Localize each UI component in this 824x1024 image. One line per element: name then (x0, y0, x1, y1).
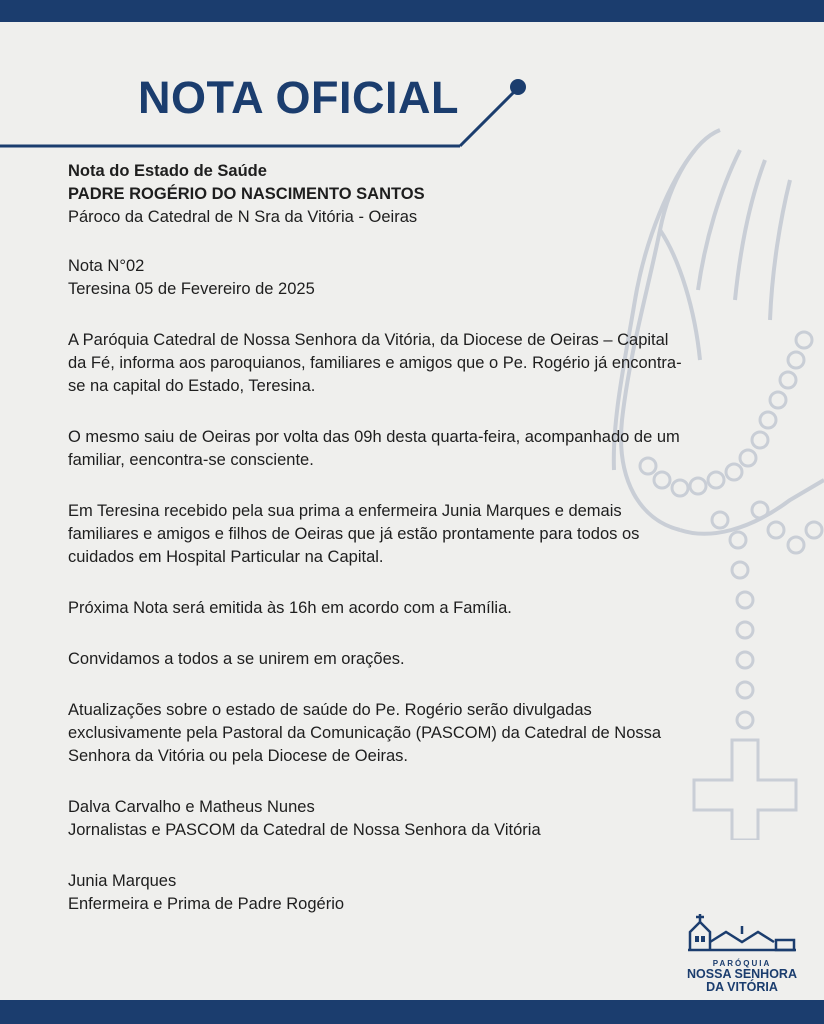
signature-2-role: Enfermeira e Prima de Padre Rogério (68, 895, 345, 913)
paragraph-line: Em Teresina recebido pela sua prima a enfermeira Junia Marques e demais (68, 502, 622, 520)
paragraph-line: O mesmo saiu de Oeiras por volta das 09h desta quarta-feira, acompanhado de um (68, 428, 680, 446)
note-number: Nota N°02 (68, 257, 145, 275)
logo-top-text: PARÓQUIA (712, 959, 772, 968)
priest-name: PADRE ROGÉRIO DO NASCIMENTO SANTOS (68, 185, 425, 203)
paragraph-6 (68, 699, 758, 768)
bottom-band (0, 1000, 824, 1024)
paragraph-line: Atualizações sobre o estado de saúde do Pe. Rogério serão divulgadas (68, 701, 592, 719)
paragraph-3 (68, 500, 758, 569)
paragraph-line: exclusivamente pela Pastoral da Comunicação (PASCOM) da Catedral de Nossa (68, 724, 662, 742)
top-band (0, 0, 824, 22)
paragraph-line: familiares e amigos e filhos de Oeiras que já estão prontamente para todos os (68, 525, 640, 543)
signature-1-name: Dalva Carvalho e Matheus Nunes (68, 798, 315, 816)
signature-2-name: Junia Marques (68, 872, 177, 890)
priest-role: Pároco da Catedral de N Sra da Vitória - Oeiras (68, 208, 418, 226)
paragraph-line: Senhora da Vitória ou pela Diocese de Oeiras. (68, 747, 408, 765)
note-date: Teresina 05 de Fevereiro de 2025 (68, 280, 315, 298)
church-icon (686, 914, 798, 952)
paragraph-line: familiar, eencontra-se consciente. (68, 451, 314, 469)
paragraph-2 (68, 426, 758, 472)
header (0, 60, 540, 160)
paragraph-line: da Fé, informa aos paroquianos, familiares e amigos que o Pe. Rogério já encontra- (68, 354, 682, 372)
paragraph-line: cuidados em Hospital Particular na Capital. (68, 548, 384, 566)
paragraph-5: Convidamos a todos a se unirem em orações. (68, 650, 405, 668)
logo-name-line-1: NOSSA SENHORA (687, 967, 797, 981)
logo-name-line-2: DA VITÓRIA (706, 980, 778, 994)
parish-logo (686, 914, 798, 994)
paragraph-1 (68, 329, 758, 398)
paragraph-line: A Paróquia Catedral de Nossa Senhora da Vitória, da Diocese de Oeiras – Capital (68, 331, 669, 349)
page-title: NOTA OFICIAL (138, 72, 459, 123)
paragraph-line: se na capital do Estado, Teresina. (68, 377, 316, 395)
note-content (68, 160, 758, 916)
intro-heading: Nota do Estado de Saúde (68, 162, 267, 180)
paragraph-4: Próxima Nota será emitida às 16h em acordo com a Família. (68, 599, 512, 617)
signature-1-role: Jornalistas e PASCOM da Catedral de Nossa Senhora da Vitória (68, 821, 541, 839)
